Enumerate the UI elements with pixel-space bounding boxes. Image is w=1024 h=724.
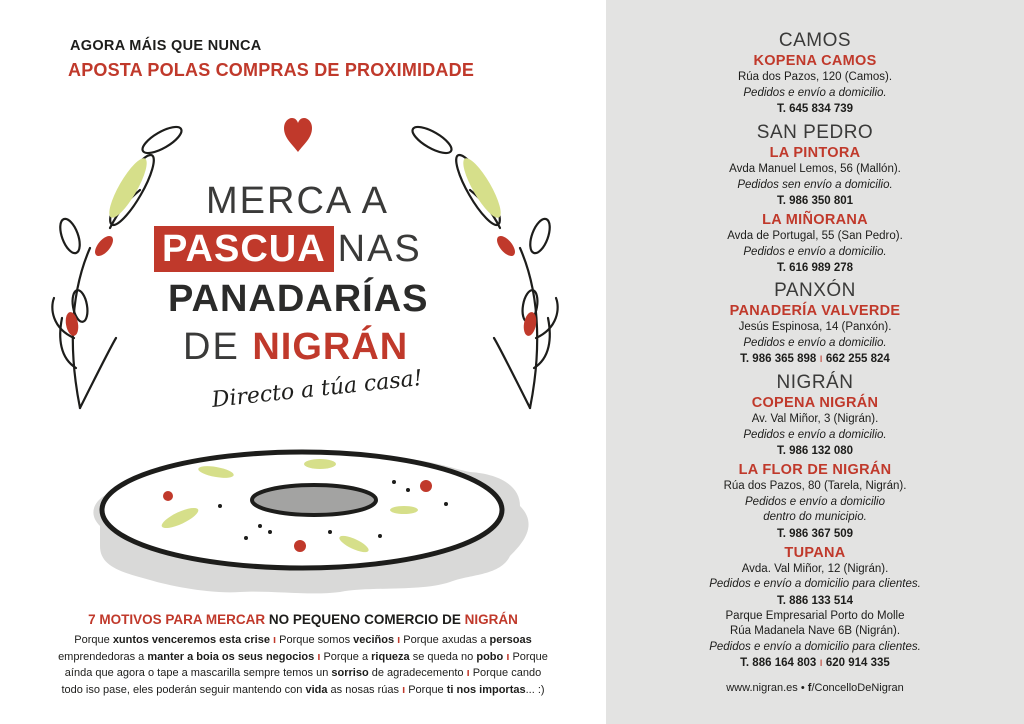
slogan: Directo a túa casa! bbox=[210, 365, 424, 413]
motivos-title-b: NO PEQUENO COMERCIO DE bbox=[268, 612, 461, 627]
shop-name: LA MIÑORANA bbox=[762, 212, 868, 228]
section-nigran bbox=[606, 372, 1024, 671]
shop-address: Av. Val Miñor, 3 (Nigrán). bbox=[751, 413, 879, 425]
shop-phone: T. 986 132 080 bbox=[776, 445, 854, 457]
shop-name: COPENA NIGRÁN bbox=[751, 395, 879, 411]
shop-name: LA FLOR DE NIGRÁN bbox=[738, 462, 892, 478]
title-line-3: PANADARÍAS bbox=[168, 278, 429, 320]
section-panxon bbox=[606, 280, 1024, 367]
shop-note: dentro do municipio. bbox=[763, 511, 867, 523]
shop-note: Pedidos e envío a domicilio para clientes. bbox=[709, 578, 921, 590]
cake-illustration bbox=[70, 446, 540, 596]
shop-note: Pedidos e envío a domicilio. bbox=[743, 245, 887, 258]
town-heading: PANXÓN bbox=[774, 280, 856, 301]
shop-address: Rúa dos Pazos, 80 (Tarela, Nigrán). bbox=[723, 480, 907, 492]
shop-address: Avda Manuel Lemos, 56 (Mallón). bbox=[729, 163, 901, 175]
title-line-1: MERCA A bbox=[206, 180, 389, 222]
tagline: APOSTA POLAS COMPRAS DE PROXIMIDADE bbox=[68, 60, 475, 80]
shop-note: Pedidos e envío a domicilio para clientes. bbox=[709, 640, 921, 653]
shop-note: Pedidos e envío a domicilio. bbox=[743, 86, 887, 99]
shop-name: LA PINTORA bbox=[769, 145, 861, 161]
website-link[interactable]: www.nigran.es bbox=[726, 682, 798, 694]
title-line-2-rest: NAS bbox=[337, 228, 422, 270]
town-heading: SAN PEDRO bbox=[756, 122, 874, 143]
facebook-link[interactable]: /ConcelloDeNigran bbox=[811, 682, 904, 694]
footer bbox=[606, 682, 1024, 694]
shop-address: Avda. Val Miñor, 12 (Nigrán). bbox=[741, 562, 889, 575]
shop-phone: T. 986 350 801 bbox=[776, 195, 854, 207]
shop-note: Pedidos sen envío a domicilio. bbox=[737, 178, 893, 191]
motivos-title bbox=[0, 612, 606, 627]
town-heading: NIGRÁN bbox=[776, 372, 854, 393]
motivos-text: Porque xuntos venceremos esta crise ı Porque somos veciños ı Porque axudas a persoas emprendedoras a manter a boia os seus negocios ı Porque a riqueza se queda no pobo ı Porque aínda que agora o tape a mascarilla sempre temos un sorriso de agradecemento ı Porque cando todo iso pase, eles poderán seguir mantendo con vida as nosas rúas ı Porque ti nos importas... :) bbox=[58, 634, 548, 696]
shop-phone: T. 616 989 278 bbox=[776, 262, 854, 274]
shop-directory bbox=[606, 0, 1024, 724]
shop-name: KOPENA CAMOS bbox=[753, 53, 877, 69]
shop-phone: T. 645 834 739 bbox=[776, 103, 854, 115]
shop-phone: T. 986 365 898 ı 662 255 824 bbox=[740, 353, 890, 365]
shop-address: Jesús Espinosa, 14 (Panxón). bbox=[738, 321, 892, 333]
footer-dot: • bbox=[800, 682, 805, 694]
motivos-title-a: 7 MOTIVOS PARA MERCAR bbox=[88, 612, 266, 627]
section-san-pedro bbox=[606, 122, 1024, 276]
shop-name: PANADERÍA VALVERDE bbox=[729, 303, 901, 319]
shop-address: Rúa Madanela Nave 6B (Nigrán). bbox=[729, 625, 901, 637]
section-camos bbox=[606, 30, 1024, 117]
shop-note: Pedidos e envío a domicilio bbox=[745, 495, 885, 508]
motivos-title-c: NIGRÁN bbox=[464, 612, 518, 627]
shop-note: Pedidos e envío a domicilio. bbox=[743, 428, 887, 441]
shop-address: Parque Empresarial Porto do Molle bbox=[725, 609, 905, 622]
town-heading: CAMOS bbox=[778, 30, 852, 51]
shop-phone: T. 986 367 509 bbox=[776, 527, 854, 540]
title-highlight-pascua: PASCUA bbox=[154, 226, 334, 272]
shop-address: Avda de Portugal, 55 (San Pedro). bbox=[727, 230, 903, 242]
pre-title: AGORA MÁIS QUE NUNCA bbox=[70, 38, 262, 54]
facebook-icon: f bbox=[807, 682, 812, 694]
shop-name: TUPANA bbox=[784, 544, 846, 561]
title-highlight-nigran: NIGRÁN bbox=[252, 326, 409, 368]
shop-phone: T. 886 164 803 ı 620 914 335 bbox=[740, 657, 890, 669]
shop-phone: T. 886 133 514 bbox=[776, 594, 854, 607]
title-line-4 bbox=[183, 326, 408, 369]
title-line-4-pre: DE bbox=[183, 326, 240, 368]
title-line-2 bbox=[154, 226, 422, 272]
shop-note: Pedidos e envío a domicilio. bbox=[743, 336, 887, 349]
shop-address: Rúa dos Pazos, 120 (Camos). bbox=[737, 71, 893, 83]
